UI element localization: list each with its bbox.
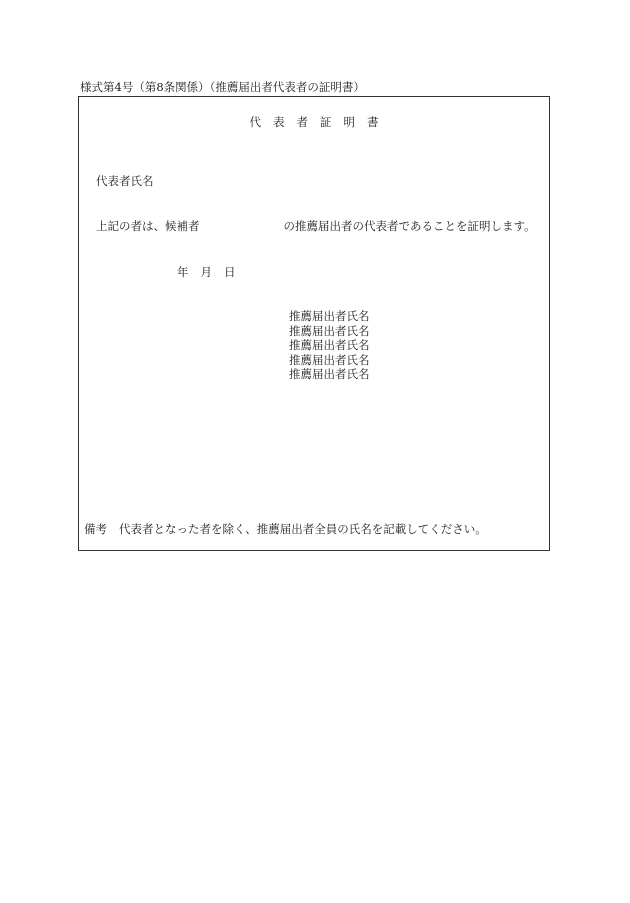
remarks-text: 代表者となった者を除く、推薦届出者全員の氏名を記載してください。 bbox=[119, 522, 487, 536]
certification-statement bbox=[96, 218, 536, 234]
nominator-list bbox=[289, 309, 370, 382]
nominator-name-label: 推薦届出者氏名 bbox=[289, 367, 370, 381]
form-number-label: 様式第4号（第8条関係）（推薦届出者代表者の証明書） bbox=[80, 80, 365, 94]
date-month: 月 bbox=[200, 265, 212, 279]
certification-prefix: 上記の者は、候補者 bbox=[96, 219, 200, 233]
date-day: 日 bbox=[224, 265, 236, 279]
nominator-name-label: 推薦届出者氏名 bbox=[289, 338, 370, 352]
remarks-heading: 備考 bbox=[84, 522, 107, 536]
nominator-name-label: 推薦届出者氏名 bbox=[289, 309, 370, 323]
date-line bbox=[177, 264, 236, 280]
remarks-note bbox=[84, 521, 487, 537]
certificate-form-box bbox=[78, 96, 550, 551]
nominator-name-label: 推薦届出者氏名 bbox=[289, 352, 370, 367]
nominator-name-label: 推薦届出者氏名 bbox=[289, 323, 370, 338]
document-title: 代表者証明書 bbox=[249, 115, 391, 129]
date-year: 年 bbox=[177, 265, 189, 279]
certification-suffix: の推薦届出者の代表者であることを証明します。 bbox=[283, 219, 536, 233]
representative-name-label: 代表者氏名 bbox=[96, 174, 154, 188]
